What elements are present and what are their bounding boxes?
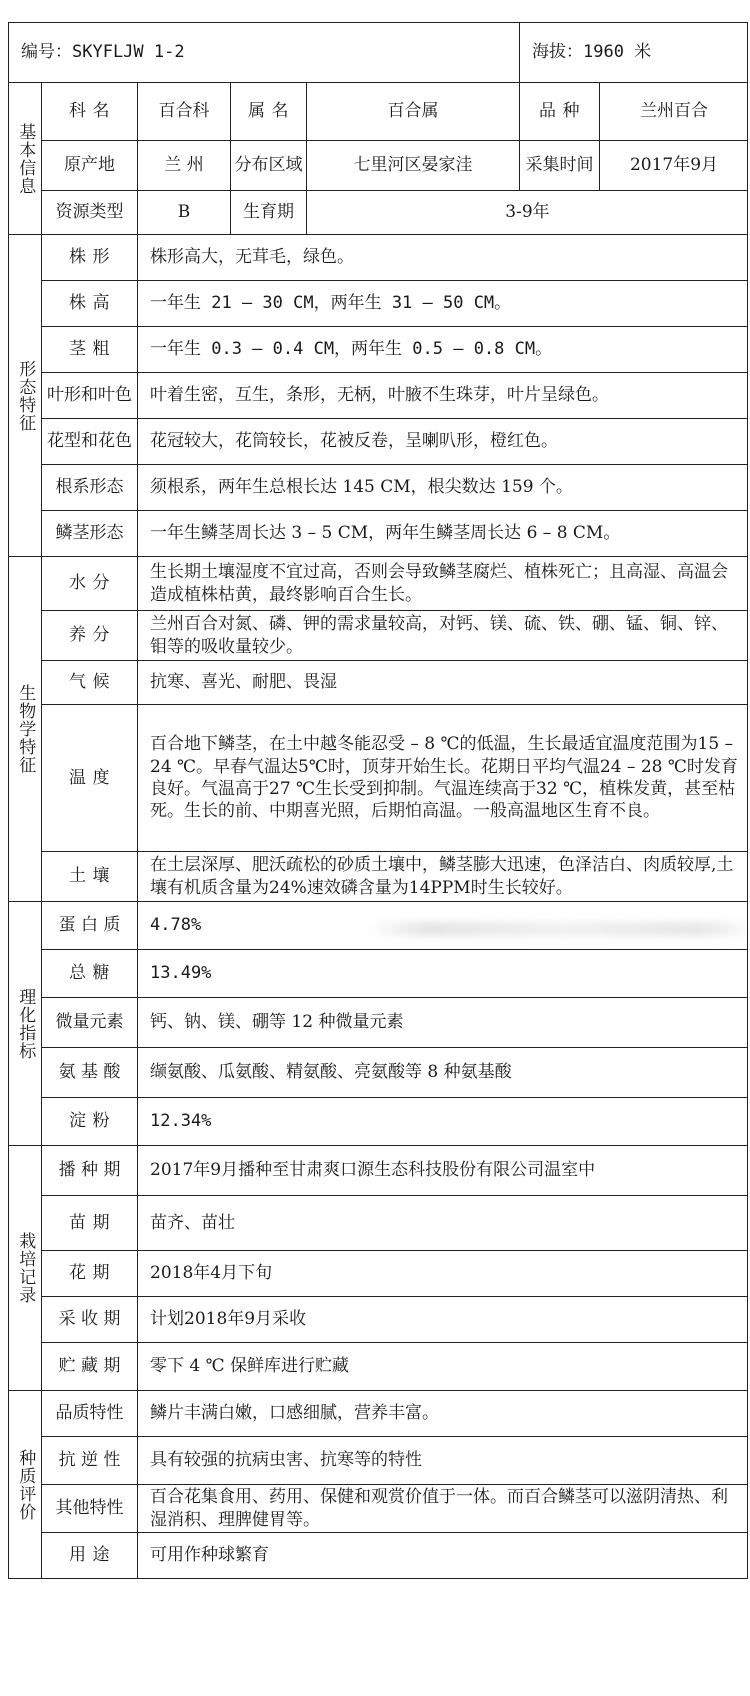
bio-value: 兰州百合对氮、磷、钾的需求量较高，对钙、镁、硫、铁、硼、锰、铜、锌、钼等的吸收量较少。 — [137, 610, 748, 660]
family-value: 百合科 — [137, 82, 230, 140]
eval-label: 用 途 — [41, 1532, 137, 1578]
morph-value: 花冠较大，花筒较长，花被反卷，呈喇叭形，橙红色。 — [137, 418, 748, 464]
period-value: 3-9年 — [306, 190, 748, 234]
genus-label: 属 名 — [230, 82, 306, 140]
morph-value: 一年生 21 – 30 CM，两年生 31 – 50 CM。 — [137, 280, 748, 326]
bio-label: 气 候 — [41, 660, 137, 704]
germplasm-record-sheet — [8, 22, 748, 1692]
cult-value: 2017年9月播种至甘肃爽口源生态科技股份有限公司温室中 — [137, 1145, 748, 1195]
region-value: 七里河区晏家洼 — [306, 140, 519, 190]
eval-value: 百合花集食用、药用、保健和观赏价值于一体。而百合鳞茎可以滋阴清热、利湿消积、理脾健胃等。 — [137, 1484, 748, 1532]
chem-value: 12.34% — [137, 1097, 748, 1145]
morph-label: 根系形态 — [41, 464, 137, 510]
morph-label: 鳞茎形态 — [41, 510, 137, 556]
variety-label: 品 种 — [519, 82, 599, 140]
eval-label: 其他特性 — [41, 1484, 137, 1532]
genus-value: 百合属 — [306, 82, 519, 140]
category-physicochemical: 理化指标 — [8, 901, 41, 1145]
eval-value: 鳞片丰满白嫩，口感细腻，营养丰富。 — [137, 1390, 748, 1436]
morph-value: 一年生鳞茎周长达 3 – 5 CM，两年生鳞茎周长达 6 – 8 CM。 — [137, 510, 748, 556]
category-biology: 生物学特征 — [8, 556, 41, 901]
region-label: 分布区域 — [230, 140, 306, 190]
chem-value: 13.49% — [137, 949, 748, 997]
type-value: B — [137, 190, 230, 234]
cult-label: 苗 期 — [41, 1195, 137, 1250]
cult-label: 播 种 期 — [41, 1145, 137, 1195]
cult-label: 花 期 — [41, 1250, 137, 1296]
cult-label: 贮 藏 期 — [41, 1342, 137, 1390]
type-label: 资源类型 — [41, 190, 137, 234]
bio-value: 在土层深厚、肥沃疏松的砂质土壤中，鳞茎膨大迅速，色泽洁白、肉质较厚,土壤有机质含量为24%速效磷含量为14PPM时生长较好。 — [137, 851, 748, 901]
period-label: 生育期 — [230, 190, 306, 234]
bio-label: 养 分 — [41, 610, 137, 660]
morph-label: 株 高 — [41, 280, 137, 326]
morph-value: 株形高大，无茸毛，绿色。 — [137, 234, 748, 280]
cult-label: 采 收 期 — [41, 1296, 137, 1342]
chem-label: 淀 粉 — [41, 1097, 137, 1145]
cult-value: 计划2018年9月采收 — [137, 1296, 748, 1342]
bio-label: 水 分 — [41, 556, 137, 610]
chem-label: 总 糖 — [41, 949, 137, 997]
morph-value: 须根系，两年生总根长达 145 CM，根尖数达 159 个。 — [137, 464, 748, 510]
morph-label: 叶形和叶色 — [41, 372, 137, 418]
record-code: 编号：SKYFLJW 1-2 — [8, 22, 519, 82]
morph-label: 茎 粗 — [41, 326, 137, 372]
bio-value: 百合地下鳞茎，在土中越冬能忍受 – 8 ℃的低温，生长最适宜温度范围为15 – 24 ℃。早春气温达5℃时，顶芽开始生长。花期日平均气温24 – 28 ℃时发育良好。气温高于27 ℃生长受到抑制。气温连续高于32 ℃，植株发黄，甚至枯死。生长的前、中期喜光照，后期怕高温。一般高温地区生育不良。 — [137, 704, 748, 851]
cult-value: 2018年4月下旬 — [137, 1250, 748, 1296]
eval-value: 可用作种球繁育 — [137, 1532, 748, 1578]
collect-label: 采集时间 — [519, 140, 599, 190]
morph-label: 花型和花色 — [41, 418, 137, 464]
origin-value: 兰 州 — [137, 140, 230, 190]
variety-value: 兰州百合 — [599, 82, 748, 140]
collect-value: 2017年9月 — [599, 140, 748, 190]
morph-value: 叶着生密，互生，条形，无柄，叶腋不生珠芽，叶片呈绿色。 — [137, 372, 748, 418]
chem-value: 缬氨酸、瓜氨酸、精氨酸、亮氨酸等 8 种氨基酸 — [137, 1047, 748, 1097]
bio-label: 温 度 — [41, 704, 137, 851]
morph-label: 株 形 — [41, 234, 137, 280]
chem-value: 钙、钠、镁、硼等 12 种微量元素 — [137, 997, 748, 1047]
morph-value: 一年生 0.3 – 0.4 CM，两年生 0.5 – 0.8 CM。 — [137, 326, 748, 372]
eval-label: 抗 逆 性 — [41, 1436, 137, 1484]
category-morphology: 形态特征 — [8, 234, 41, 556]
bio-value: 抗寒、喜光、耐肥、畏湿 — [137, 660, 748, 704]
eval-label: 品质特性 — [41, 1390, 137, 1436]
family-label: 科 名 — [41, 82, 137, 140]
redacted-blur — [368, 922, 750, 936]
chem-label: 蛋 白 质 — [41, 901, 137, 949]
chem-label: 微量元素 — [41, 997, 137, 1047]
chem-label: 氨 基 酸 — [41, 1047, 137, 1097]
cult-value: 零下 4 ℃ 保鲜库进行贮藏 — [137, 1342, 748, 1390]
eval-value: 具有较强的抗病虫害、抗寒等的特性 — [137, 1436, 748, 1484]
altitude: 海拔：1960 米 — [519, 22, 748, 82]
category-evaluation: 种质评价 — [8, 1390, 41, 1578]
cult-value: 苗齐、苗壮 — [137, 1195, 748, 1250]
bio-label: 土 壤 — [41, 851, 137, 901]
category-cultivation: 栽培记录 — [8, 1145, 41, 1390]
category-basic-info: 基本信息 — [8, 82, 41, 234]
bio-value: 生长期土壤湿度不宜过高，否则会导致鳞茎腐烂、植株死亡；且高湿、高温会造成植株枯黄，最终影响百合生长。 — [137, 556, 748, 610]
chem-value: 4.78% — [137, 901, 748, 949]
origin-label: 原产地 — [41, 140, 137, 190]
